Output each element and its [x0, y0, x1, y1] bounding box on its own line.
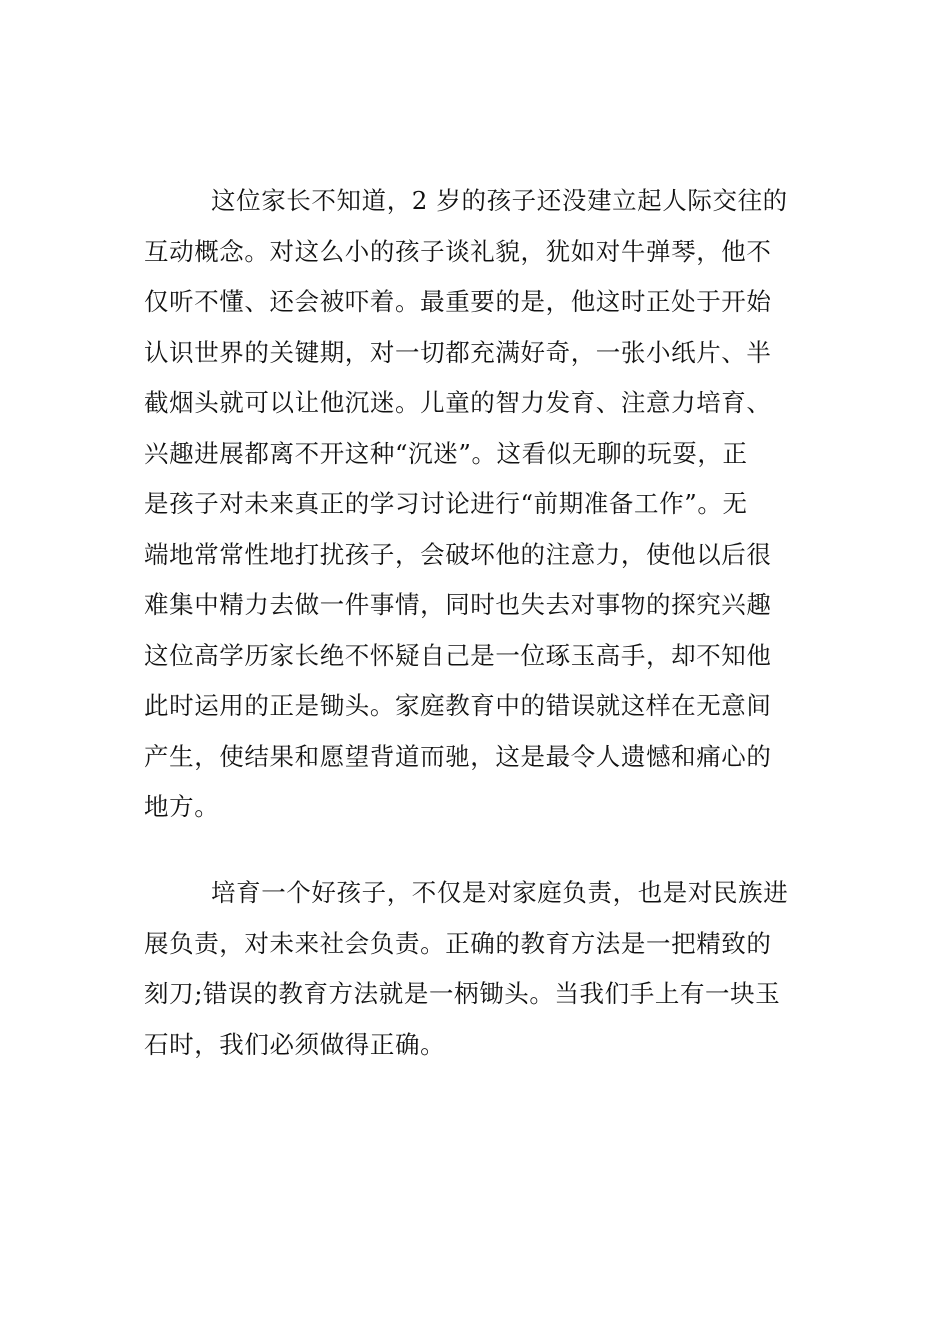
paragraph-1 [144, 176, 810, 833]
text-line: 展负责，对未来社会负责。正确的教育方法是一把精致的 [144, 928, 772, 958]
text-line: 刻刀;错误的教育方法就是一柄锄头。当我们手上有一块玉 [144, 979, 781, 1008]
text-line: 仅听不懂、还会被吓着。最重要的是，他这时正处于开始 [144, 287, 772, 316]
paragraph-2 [144, 868, 810, 1070]
text-line: 兴趣进展都离不开这种“沉迷”。这看似无聊的玩耍，正 [144, 438, 748, 468]
text-line: 难集中精力去做一件事情，同时也失去对事物的探究兴趣 [144, 590, 772, 619]
text-line: 这位高学历家长绝不怀疑自己是一位琢玉高手，却不知他 [144, 640, 772, 670]
text-line: 此时运用的正是锄头。家庭教育中的错误就这样在无意间 [144, 691, 772, 720]
text-line: 石时，我们必须做得正确。 [144, 1029, 446, 1059]
text-line: 端地常常性地打扰孩子，会破坏他的注意力，使他以后很 [144, 539, 772, 569]
text-line: 产生，使结果和愿望背道而驰，这是最令人遗憾和痛心的 [144, 741, 772, 771]
text-line: 地方。 [144, 792, 220, 821]
text-line: 这位家长不知道，2 岁的孩子还没建立起人际交往的 [211, 186, 788, 215]
text-line: 互动概念。对这么小的孩子谈礼貌，犹如对牛弹琴，他不 [144, 236, 772, 266]
text-line: 截烟头就可以让他沉迷。儿童的智力发育、注意力培育、 [144, 388, 772, 417]
text-line: 是孩子对未来真正的学习讨论进行“前期准备工作”。无 [144, 489, 748, 518]
text-line: 认识世界的关键期，对一切都充满好奇，一张小纸片、半 [144, 337, 772, 367]
text-line: 培育一个好孩子，不仅是对家庭负责，也是对民族进 [211, 878, 789, 907]
